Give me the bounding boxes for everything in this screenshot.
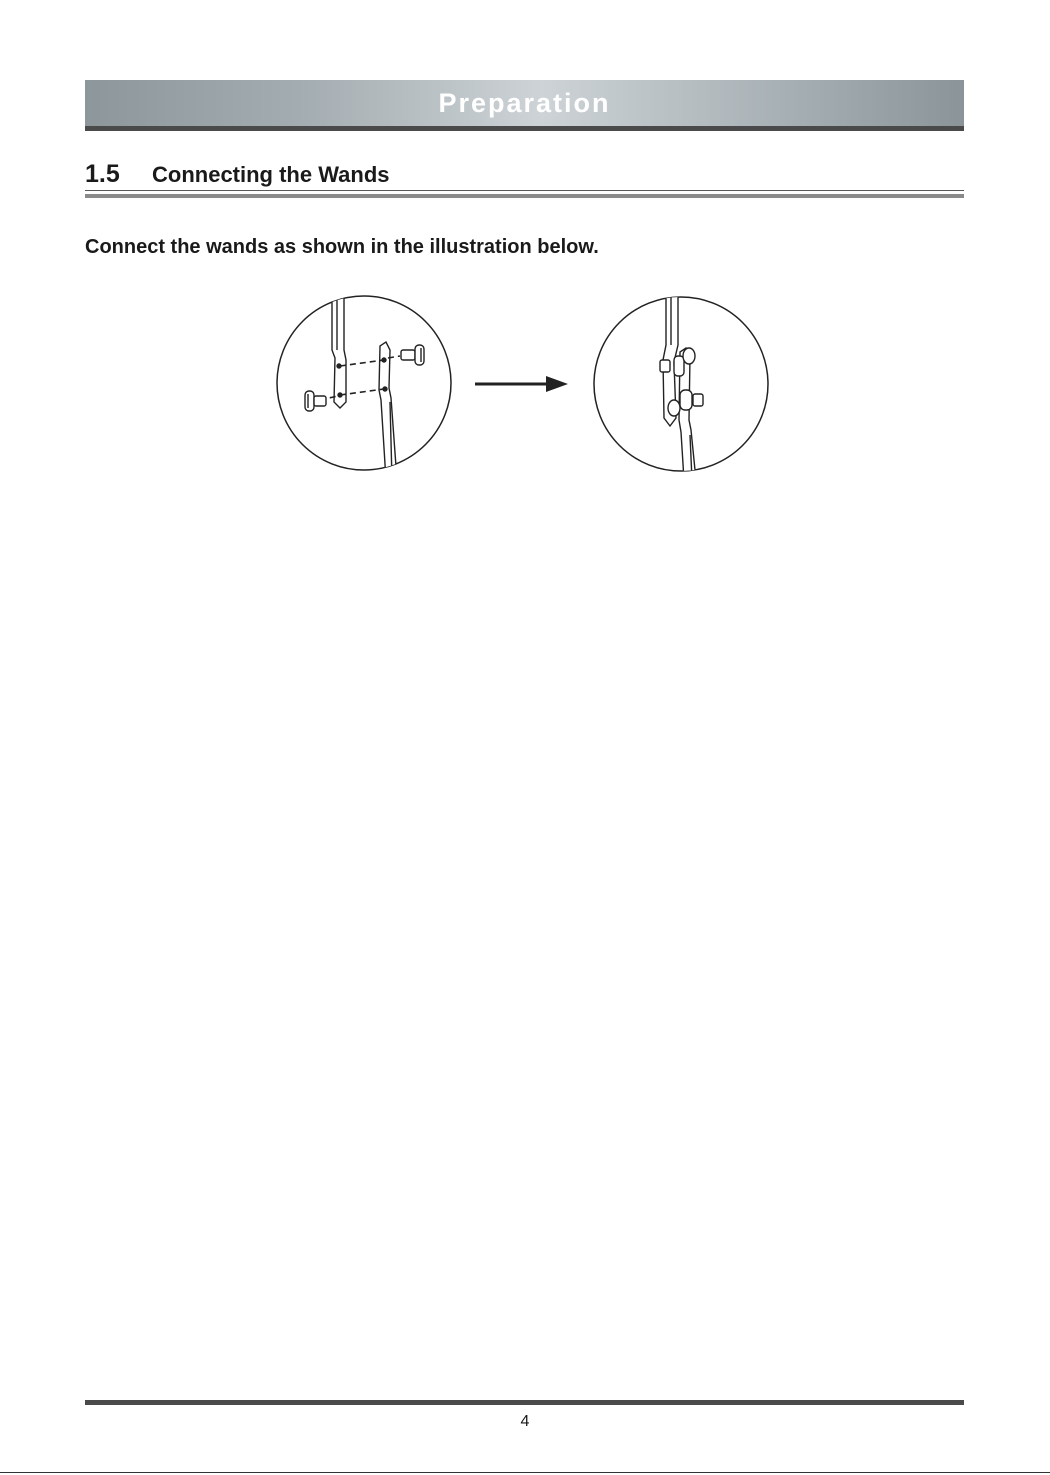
arrow-right-icon (475, 376, 568, 392)
section-divider-thick (85, 194, 964, 198)
section-divider (85, 190, 964, 191)
page-bottom-edge (0, 1472, 1050, 1473)
header-underline (85, 126, 964, 131)
footer-rule (85, 1400, 964, 1405)
section-number: 1.5 (85, 160, 120, 188)
page-number: 4 (520, 1413, 530, 1430)
wands-disassembled-icon (277, 290, 451, 480)
header-title: Preparation (438, 87, 611, 118)
instruction-text: Connect the wands as shown in the illustration below. (85, 236, 599, 258)
wands-connected-icon (594, 290, 768, 480)
section-title: Connecting the Wands (152, 162, 390, 187)
section-heading (85, 160, 390, 190)
header-bar (85, 80, 964, 126)
illustration (270, 290, 780, 485)
